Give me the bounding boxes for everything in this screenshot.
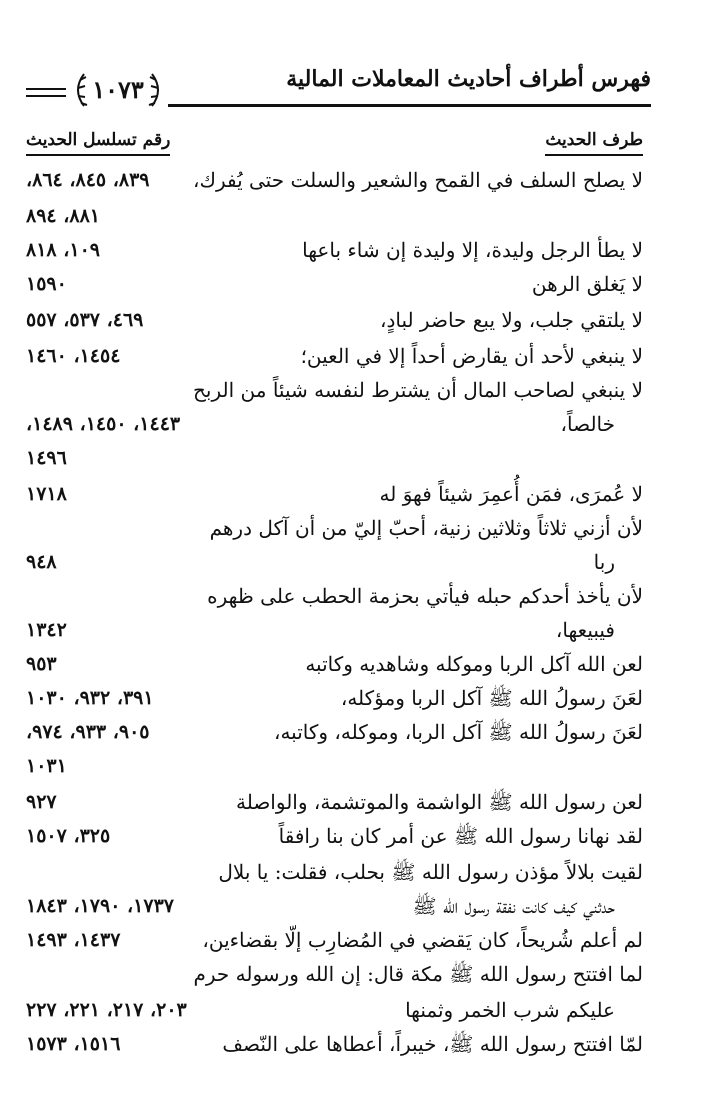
hadith-sequence-numbers: ٩٠٥، ٩٣٣، ٩٧٤، — [26, 721, 150, 743]
hadith-sequence-numbers: ١٧١٨ — [26, 483, 67, 505]
header-ornament-line — [26, 95, 66, 97]
hadith-text-line: لقيت بلالاً مؤذن رسول الله ﷺ بحلب، فقلت: يا بلال — [218, 860, 643, 884]
hadith-sequence-numbers: ٤٦٩، ٥٣٧، ٥٥٧ — [26, 309, 144, 331]
hadith-text-line: لأن أزني ثلاثاً وثلاثين زنية، أحبّ إليّ من أن آكل درهم — [209, 516, 643, 540]
header-rule — [168, 104, 651, 107]
header-ornament-line — [26, 88, 66, 90]
page-number: ١٠٧٣ — [92, 75, 144, 104]
hadith-text-line: لا ينبغي لأحد أن يقارض أحداً إلا في العين؛ — [300, 344, 643, 368]
hadith-sequence-numbers: ١٠٩، ٨١٨ — [26, 239, 100, 261]
hadith-sequence-numbers: ٨٨١، ٨٩٤ — [26, 205, 100, 227]
hadith-sequence-numbers: ١٤٩٦ — [26, 447, 67, 469]
hadith-text-line: فيبيعها، — [555, 618, 615, 642]
hadith-sequence-numbers: ١٠٣١ — [26, 755, 67, 777]
hadith-sequence-numbers: ١٣٤٢ — [26, 619, 67, 641]
hadith-text-line: لمّا افتتح رسول الله ﷺ، خيبراً، أعطاها على النّصف — [222, 1032, 643, 1056]
hadith-text-line: لا ينبغي لصاحب المال أن يشترط لنفسه شيئاً من الربح — [193, 378, 643, 402]
hadith-sequence-numbers: ٩٤٨ — [26, 551, 57, 573]
hadith-sequence-numbers: ٩٢٧ — [26, 791, 57, 813]
hadith-text-line: حدثني كيف كانت نفقة رسول الله ﷺ — [412, 894, 615, 918]
hadith-text-line: ربا — [593, 550, 615, 574]
hadith-text-line: عليكم شرب الخمر وثمنها — [405, 998, 615, 1022]
hadith-sequence-numbers: ١٧٣٧، ١٧٩٠، ١٨٤٣ — [26, 895, 174, 917]
page-header-title: فهرس أطراف أحاديث المعاملات المالية — [286, 66, 651, 92]
page-number-ornament — [70, 68, 166, 112]
column-heading-number: رقم تسلسل الحديث — [26, 130, 170, 156]
hadith-text-line: لعن الله آكل الربا وموكله وشاهديه وكاتبه — [305, 652, 643, 676]
hadith-text-line: لعَنَ رسولُ الله ﷺ آكل الربا، وموكله، وكاتبه، — [273, 720, 643, 744]
hadith-sequence-numbers: ٣٩١، ٩٣٢، ١٠٣٠ — [26, 687, 154, 709]
column-heading-hadith: طرف الحديث — [545, 130, 643, 156]
hadith-sequence-numbers: ٢٠٣، ٢١٧، ٢٢١، ٢٢٧ — [26, 999, 187, 1021]
hadith-text-line: لعن رسول الله ﷺ الواشمة والموتشمة، والواصلة — [235, 790, 643, 814]
hadith-sequence-numbers: ٨٣٩، ٨٤٥، ٨٦٤، — [26, 169, 150, 191]
hadith-text-line: لما افتتح رسول الله ﷺ مكة قال: إن الله ورسوله حرم — [193, 962, 643, 986]
hadith-text-line: لا يَغلق الرهن — [531, 272, 643, 296]
hadith-sequence-numbers: ١٥١٦، ١٥٧٣ — [26, 1033, 121, 1055]
hadith-sequence-numbers: ٩٥٣ — [26, 653, 57, 675]
hadith-sequence-numbers: ١٤٣٧، ١٤٩٣ — [26, 929, 121, 951]
hadith-text-line: لا يلتقي جلب، ولا يبع حاضر لبادٍ، — [379, 308, 643, 332]
hadith-text-line: لا عُمرَى، فمَن أُعمِرَ شيئاً فهوَ له — [379, 482, 643, 506]
hadith-sequence-numbers: ٣٢٥، ١٥٠٧ — [26, 825, 111, 847]
hadith-text-line: لا يصلح السلف في القمح والشعير والسلت حتى يُفرك، — [193, 168, 643, 192]
hadith-sequence-numbers: ١٤٥٤، ١٤٦٠ — [26, 345, 121, 367]
hadith-text-line: لم أعلم شُريحاً، كان يَقضي في المُضارِب إلّا بقضاءين، — [202, 928, 643, 952]
hadith-text-line: لعَنَ رسولُ الله ﷺ آكل الربا ومؤكله، — [340, 686, 643, 710]
hadith-sequence-numbers: ١٥٩٠ — [26, 273, 67, 295]
hadith-text-line: خالصاً، — [560, 412, 615, 436]
hadith-text-line: لأن يأخذ أحدكم حبله فيأتي بحزمة الحطب على ظهره — [207, 584, 643, 608]
hadith-text-line: لقد نهانا رسول الله ﷺ عن أمر كان بنا رافقاً — [278, 824, 643, 848]
hadith-sequence-numbers: ١٤٤٣، ١٤٥٠، ١٤٨٩، — [26, 413, 181, 435]
hadith-text-line: لا يطأ الرجل وليدة، إلا وليدة إن شاء باعها — [302, 238, 643, 262]
